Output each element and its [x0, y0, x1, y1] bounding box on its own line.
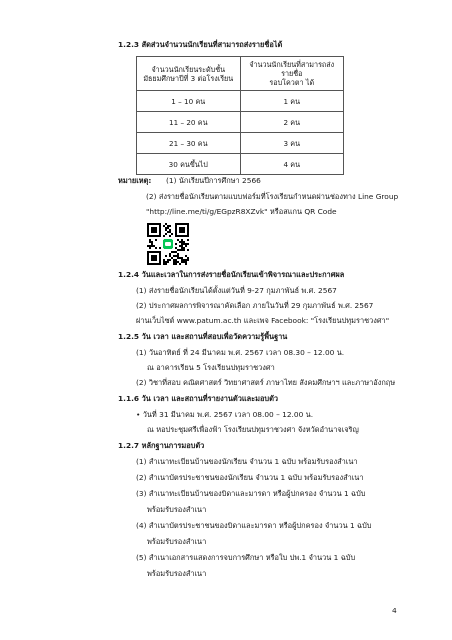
table-row [137, 154, 344, 175]
section-125-item2: (2) วิชาที่สอบ คณิตศาสตร์ วิทยาศาสตร์ ภาษาไทย สังคมศึกษาฯ และภาษาอังกฤษ [136, 378, 396, 387]
table-cell: 1 – 10 คน [137, 91, 241, 112]
table-cell: 11 – 20 คน [137, 112, 241, 133]
section-124-item1: (1) ส่งรายชื่อนักเรียนได้ตั้งแต่วันที่ 9-27 กุมภาพันธ์ พ.ศ. 2567 [136, 286, 337, 295]
section-116-item1-line1: • วันที่ 31 มีนาคม พ.ศ. 2567 เวลา 08.00 – 12.00 น. [136, 410, 314, 419]
section-124-item2-line2: ผ่านเว็บไซต์ www.patum.ac.th และเพจ Facebook: "โรงเรียนปทุมราชวงศา" [136, 316, 390, 325]
quota-table-header-row [137, 57, 344, 91]
table-cell: 4 คน [240, 154, 344, 175]
table-row [137, 133, 344, 154]
section-116-item1-line2: ณ หอประชุมศรีเพื่องฟ้า โรงเรียนปทุมราชวงศา จังหวัดอำนาจเจริญ [147, 425, 359, 434]
table-cell: 2 คน [240, 112, 344, 133]
table-cell: 3 คน [240, 133, 344, 154]
section-127-item4-line2: พร้อมรับรองสำเนา [147, 537, 207, 546]
table-cell: 1 คน [240, 91, 344, 112]
note-2-line2: "http://line.me/ti/g/EGpzR8XZvk" หรือสแกน QR Code [146, 207, 337, 216]
section-124-item2-line1: (2) ประกาศผลการพิจารณาคัดเลือก ภายในวันที่ 29 กุมภาพันธ์ พ.ศ. 2567 [136, 301, 374, 310]
quota-table-header-students [137, 57, 241, 91]
qr-code-icon [147, 223, 189, 265]
header-quota-line1: จำนวนนักเรียนที่สามารถส่งรายชื่อ [249, 60, 335, 78]
header-quota-line2: รอบโควตา ได้ [269, 78, 315, 87]
section-127-item5-line1: (5) สำเนาเอกสารแสดงการจบการศึกษา หรือใบ ปพ.1 จำนวน 1 ฉบับ [136, 553, 356, 562]
section-127-item2: (2) สำเนาบัตรประชาชนของนักเรียน จำนวน 1 ฉบับ พร้อมรับรองสำเนา [136, 473, 364, 482]
notes-label: หมายเหตุ: [118, 176, 152, 185]
section-127-item3-line2: พร้อมรับรองสำเนา [147, 505, 207, 514]
section-127-item1: (1) สำเนาทะเบียนบ้านของนักเรียน จำนวน 1 ฉบับ พร้อมรับรองสำเนา [136, 457, 358, 466]
page-number: 4 [392, 606, 397, 615]
section-123-heading: 1.2.3 สัดส่วนจำนวนนักเรียนที่สามารถส่งรายชื่อได้ [118, 40, 283, 49]
section-127-item5-line2: พร้อมรับรองสำเนา [147, 569, 207, 578]
note-1: (1) นักเรียนปีการศึกษา 2566 [166, 176, 261, 185]
quota-table-header-quota [240, 57, 344, 91]
section-125-item1-line2: ณ อาคารเรียน 5 โรงเรียนปทุมราชวงศา [147, 363, 275, 372]
section-116-heading: 1.1.6 วัน เวลา และสถานที่รายงานตัวและมอบตัว [118, 394, 279, 403]
section-125-heading: 1.2.5 วัน เวลา และสถานที่สอบเพื่อวัดความรู้พื้นฐาน [118, 332, 288, 341]
header-students-line1: จำนวนนักเรียนระดับชั้น [151, 64, 226, 74]
quota-table [136, 56, 344, 175]
section-127-item4-line1: (4) สำเนาบัตรประชาชนของบิดาและมารดา หรือผู้ปกครอง จำนวน 1 ฉบับ [136, 521, 372, 530]
section-124-heading: 1.2.4 วันและเวลาในการส่งรายชื่อนักเรียนเข้าพิจารณาและประกาศผล [118, 270, 345, 279]
section-127-heading: 1.2.7 หลักฐานการมอบตัว [118, 441, 205, 450]
table-row [137, 91, 344, 112]
header-students-line2: มัธยมศึกษาปีที่ 3 ต่อโรงเรียน [143, 73, 234, 83]
note-2-line1: (2) ส่งรายชื่อนักเรียนตามแบบฟอร์มที่โรงเรียนกำหนดผ่านช่องทาง Line Group [146, 192, 399, 201]
table-cell: 21 – 30 คน [137, 133, 241, 154]
section-127-item3-line1: (3) สำเนาทะเบียนบ้านของบิดาและมารดา หรือผู้ปกครอง จำนวน 1 ฉบับ [136, 489, 366, 498]
section-125-item1-line1: (1) วันอาทิตย์ ที่ 24 มีนาคม พ.ศ. 2567 เวลา 08.30 – 12.00 น. [136, 348, 345, 357]
table-row [137, 112, 344, 133]
table-cell: 30 คนขึ้นไป [137, 154, 241, 175]
